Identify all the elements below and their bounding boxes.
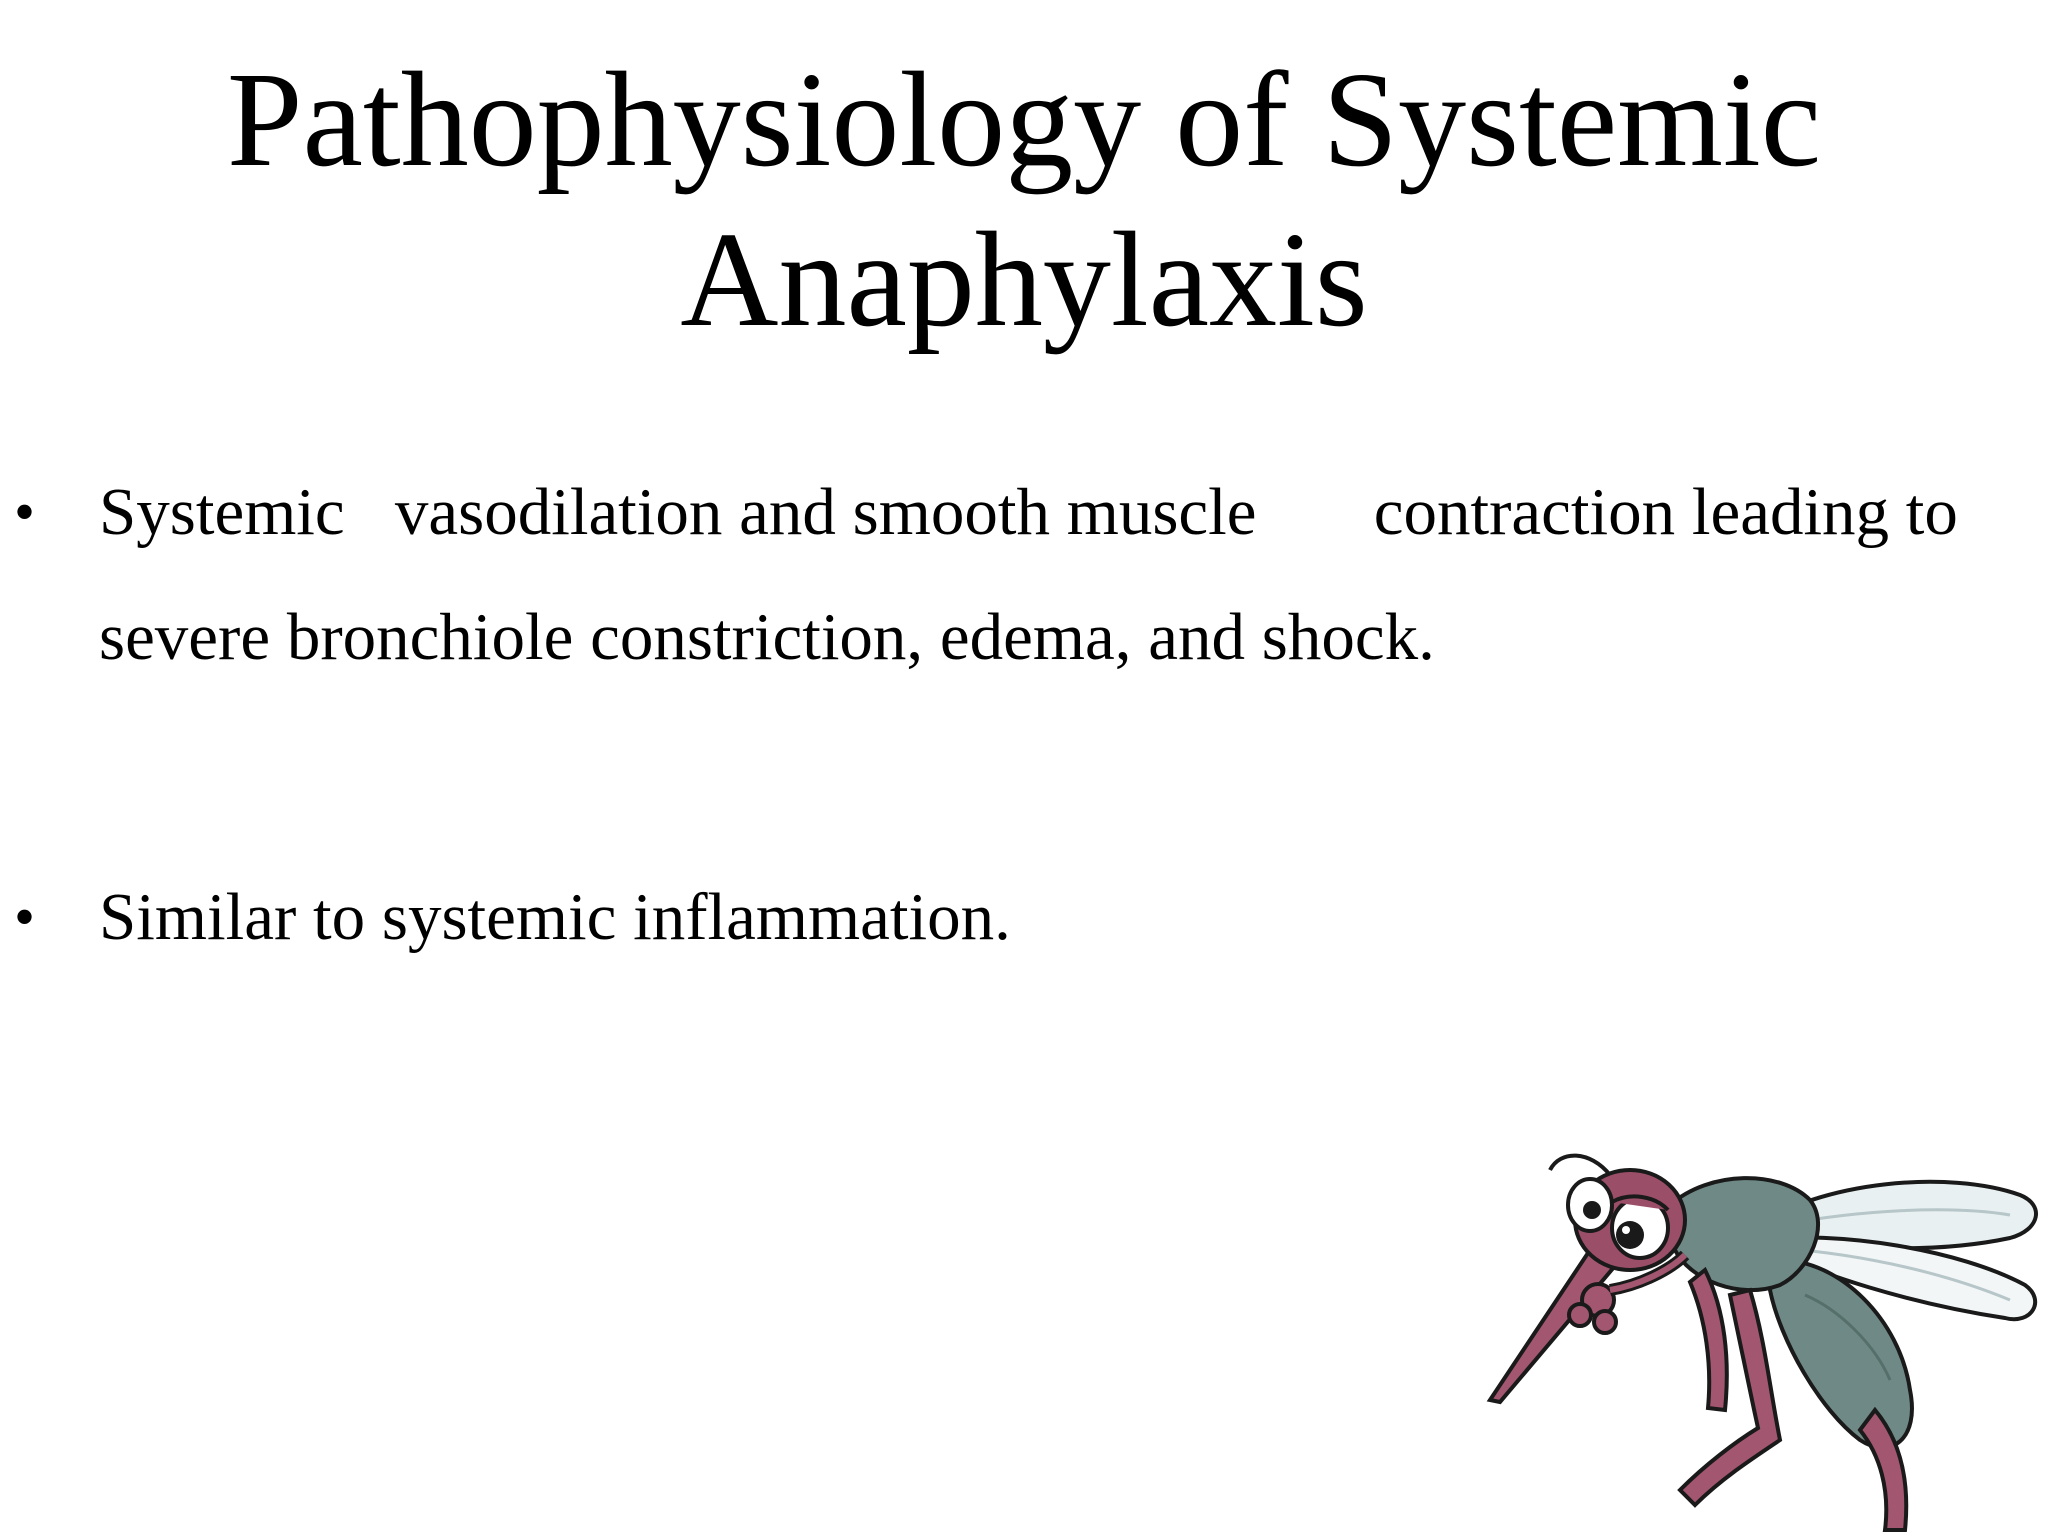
bullet-marker-2: • [14,884,36,950]
mosquito-leg-front [1690,1270,1727,1410]
slide-title-line-1: Pathophysiology of Systemic [226,45,1822,195]
bullet-2-line-1: Similar to systemic inflammation. [99,880,1011,954]
bullet-1-line-2: severe bronchiole constriction, edema, and shock. [99,600,1435,674]
mosquito-illustration [1480,1110,2048,1536]
slide-title-line-2: Anaphylaxis [680,205,1368,355]
bullet-item-1 [0,450,2048,710]
slide-title [0,40,2048,360]
bullet-text-1 [99,450,2019,700]
mosquito-leg-middle [1680,1290,1780,1505]
bullet-item-2 [0,855,2048,985]
bullet-text-2 [99,855,2019,980]
mosquito-thorax [1670,1178,1818,1290]
bullet-marker-1: • [14,479,36,545]
bullet-1-line-1: Systemic vasodilation and smooth muscle contraction leading to [99,475,1958,549]
